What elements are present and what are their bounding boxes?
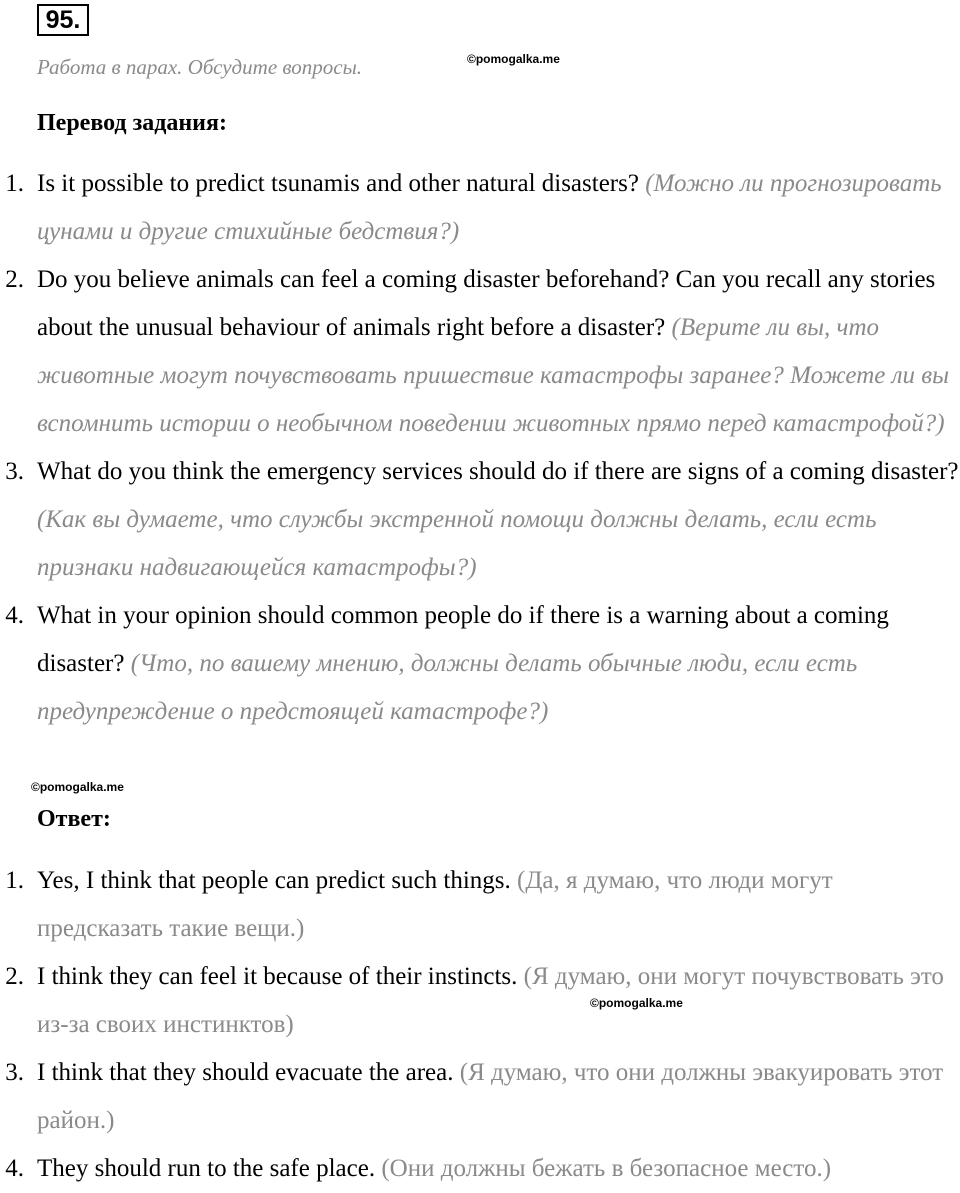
question-text: What in your opinion should common people do if there is a warning about a coming disaster?: [37, 602, 889, 677]
question-translation: (Что, по вашему мнению, должны делать обычные люди, если есть предупреждение о предстоящей катастрофе?): [37, 650, 858, 725]
answer-heading: Ответ:: [37, 806, 111, 832]
answer-text: Yes, I think that people can predict such things.: [37, 867, 511, 894]
answer-item: [0, 1049, 960, 1145]
answer-text: They should run to the safe place.: [37, 1155, 376, 1182]
answer-number: 2.: [5, 963, 24, 990]
answer-number: 4.: [5, 1155, 24, 1182]
answer-item: [0, 857, 960, 953]
translation-heading: Перевод задания:: [37, 110, 227, 136]
question-translation: (Как вы думаете, что службы экстренной помощи должны делать, если есть признаки надвигающейся катастрофы?): [37, 506, 877, 581]
question-number: 1.: [5, 170, 24, 197]
question-number: 2.: [5, 266, 24, 293]
answer-item: [0, 1145, 960, 1193]
answer-number: 1.: [5, 867, 24, 894]
answer-text: I think they can feel it because of their instincts.: [37, 963, 518, 990]
answer-translation: (Я думаю, они могут почувствовать это из-за своих инстинктов): [37, 963, 944, 1038]
question-text: What do you think the emergency services should do if there are signs of a coming disaster?: [37, 458, 959, 485]
watermark: ©pomogalka.me: [31, 780, 124, 794]
question-text: Do you believe animals can feel a coming disaster beforehand? Can you recall any stories about the unusual behaviour of animals right before a disaster?: [37, 266, 936, 341]
question-item: [0, 256, 960, 448]
answer-translation: (Они должны бежать в безопасное место.): [381, 1155, 832, 1182]
answer-item: [0, 953, 960, 1049]
answer-list: [0, 857, 960, 1193]
task-number: 95.: [37, 4, 89, 36]
answer-translation: (Я думаю, что они должны эвакуировать этот район.): [37, 1059, 944, 1134]
question-number: 4.: [5, 602, 24, 629]
watermark: ©pomogalka.me: [590, 996, 683, 1010]
question-list: [0, 160, 960, 736]
watermark: ©pomogalka.me: [467, 52, 560, 66]
task-instruction: Работа в парах. Обсудите вопросы.: [37, 55, 363, 79]
answer-text: I think that they should evacuate the area.: [37, 1059, 454, 1086]
question-text: Is it possible to predict tsunamis and other natural disasters?: [37, 170, 639, 197]
question-translation: (Верите ли вы, что животные могут почувствовать пришествие катастрофы заранее? Можете ли вы вспомнить истории о необычном поведении животных прямо перед катастрофой?): [37, 314, 950, 437]
question-number: 3.: [5, 458, 24, 485]
question-translation: (Можно ли прогнозировать цунами и другие стихийные бедствия?): [37, 170, 942, 245]
answer-translation: (Да, я думаю, что люди могут предсказать такие вещи.): [37, 867, 833, 942]
question-item: [0, 448, 960, 592]
answer-number: 3.: [5, 1059, 24, 1086]
question-item: [0, 160, 960, 256]
question-item: [0, 592, 960, 736]
